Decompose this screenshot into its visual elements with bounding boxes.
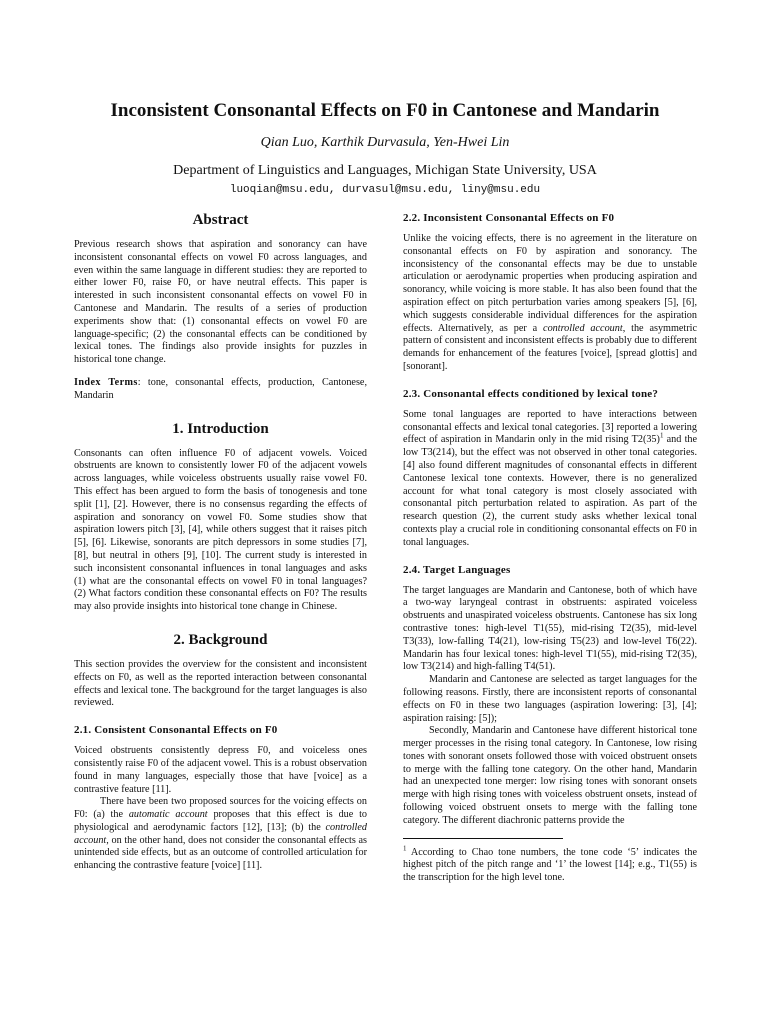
index-terms-list: : tone, consonantal effects, production, Cantonese, Mandarin bbox=[74, 376, 367, 401]
footnote-rule bbox=[403, 838, 563, 839]
author-list: Qian Luo, Karthik Durvasula, Yen-Hwei Lin bbox=[260, 135, 510, 150]
introduction-text: Consonants can often influence F0 of adjacent vowels. Voiced obstruents are known to consistently lower F0 of the adjacent vowels across languages, while voiceless obstruents usually raise vowel F0. This effect has been argued to form the basis of tonogenesis and tone split [1], [2]. However, there is no consensus regarding the effects of aspiration and sonorancy on vowel F0. Some studies show that aspiration lowers pitch [3], [4], while others suggest that it raises pitch [5], [6]. Likewise, sonorants are pitch depressors in some studies [7], [8], but neutral in others [9], [10]. The current study is interested in such inconsistent consonantal influences in tonal languages and asks (1) what are the consonantal effects on vowel F0 in tonal languages? (2) What factors condition these consonantal effects on F0? The results may also provide insights into historical tone change in Chinese. bbox=[74, 447, 367, 613]
author-emails: luoqian@msu.edu, durvasul@msu.edu, liny@msu.edu bbox=[229, 184, 541, 196]
section-2-1-heading: 2.1. Consistent Consonantal Effects on F0 bbox=[74, 724, 278, 737]
section-2-4-heading: 2.4. Target Languages bbox=[403, 563, 511, 576]
section-2-3-paragraph: Some tonal languages are reported to have interactions between consonantal effects and lexical tonal categories. [3] reported a lowering effect of aspiration in Mandarin only in the mid rising $T2(35)^1$ and the low T3(214), but the effect was not observed in other tonal categories. [4] also found different magnitudes of consonantal effects in different Cantonese lexical tone contexts. However, there is no generalized account for what tonal category is most closely associated with consonantal pitch perturbation related to aspiration. As part of the research question (2), the current study asks whether lexical tonal contexts play a crucial role in conditioning consonantal effects on F0 in tonal languages. bbox=[403, 408, 698, 548]
section-2-4-paragraph-2: Mandarin and Cantonese are selected as target languages for the following reasons. Firstly, there are inconsistent reports of consonantal effects on F0 in these two languages (aspiration lowering: [3], [4]; aspiration raising: [5]); bbox=[403, 674, 697, 724]
section-2-2-heading: 2.2. Inconsistent Consonantal Effects on F0 bbox=[403, 212, 615, 224]
controlled-account-term: controlled account bbox=[543, 322, 623, 334]
footnote-text: $^1$ According to Chao tone numbers, the tone code ‘5’ indicates the highest pitch of the pitch range and ‘1’ the lowest [14]; e.g., T1(55) is the transcription for the high level tone. bbox=[403, 844, 697, 884]
left-column bbox=[74, 212, 367, 873]
section-2-4-paragraph-1: The target languages are Mandarin and Cantonese, both of which have a two-way laryngeal contrast in obstruents: aspirated voiceless obstruents and unaspirated voiceless obstruents. Cantonese has six long contrastive tones: high-level T1(55), mid-rising T2(35), mid-level T3(33), low-falling T4(21), low-rising T5(23) and low-level T6(22). Mandarin has four lexical tones: high-level T1(55), mid-rising T2(35), low T3(214) and high-falling T4(51). bbox=[403, 584, 697, 673]
background-text: This section provides the overview for the consistent and inconsistent effects on F0, as well as the reported interaction between consonantal effects and lexical tone. The background for the target languages is also reviewed. bbox=[74, 658, 367, 709]
controlled-account-term: controlled account bbox=[74, 821, 367, 846]
section-2-4-paragraph-3: Secondly, Mandarin and Cantonese have different historical tone merger processes in the rising tonal category. In Cantonese, low rising tones with sonorant onsets followed those with voiced obstruent onsets to merge with the falling tone category. On the other hand, Mandarin had an unexpected tone merger: low rising tones with sonorant onsets merge with high rising tones with voiceless obstruent onsets, instead of following voiced obstruent onsets to merge with the falling tone category. The different diachronic patterns provide the bbox=[403, 725, 697, 826]
section-2-2-paragraph: Unlike the voicing effects, there is no agreement in the literature on consonantal effects on F0 by aspiration and sonorancy. The inconsistency of the consonantal effects may be due to unstable articulation or aerodynamic properties when producing aspiration and sonorancy, while voicing is more stable. It has also been found that the aspiration effect on pitch perturbation varies among speakers [5], [6], which suggests considerable individual differences for the aspiration effects. Alternatively, as per a controlled account, the asymmetric pattern of consistent and inconsistent effects is probably due to different demands for enhancement of the features [voice], [spread glottis] and [sonorant]. bbox=[403, 233, 697, 372]
section-2-3-heading: 2.3. Consonantal effects conditioned by lexical tone? bbox=[403, 387, 659, 400]
index-terms bbox=[74, 377, 367, 403]
footnote bbox=[403, 844, 697, 885]
abstract-heading: Abstract bbox=[192, 212, 249, 228]
affiliation: Department of Linguistics and Languages, Michigan State University, USA bbox=[173, 163, 597, 178]
automatic-account-term: automatic account bbox=[128, 809, 208, 821]
footnote-ref: 1 bbox=[659, 431, 664, 440]
index-terms-label: Index Terms bbox=[74, 376, 138, 388]
footnote-marker: 1 bbox=[403, 844, 407, 853]
introduction-heading: 1. Introduction bbox=[172, 420, 269, 437]
background-heading: 2. Background bbox=[173, 631, 268, 648]
abstract-text: Previous research shows that aspiration and sonorancy can have inconsistent consonantal effects on vowel F0 across languages, and even within the same language in different studies: they are reported to either lower F0, raise F0, or have neutral effects. This paper is interested in such inconsistent consonantal effects on vowel F0 in Cantonese and Mandarin. The results of a series of production experiments show that: (1) consonantal effects on vowel F0 are language-specific; (2) the consonantal effects can be conditioned by lexical tones. The findings also provide insights for puzzles in historical tone change. bbox=[74, 239, 367, 366]
right-column bbox=[403, 212, 697, 885]
section-2-1-paragraph-1: Voiced obstruents consistently depress F0, and voiceless ones consistently raise F0 of the adjacent vowel. This is a robust observation found in many languages, especially those that have [voice] as a contrastive feature [11]. bbox=[74, 745, 367, 795]
paper-title: Inconsistent Consonantal Effects on F0 in Cantonese and Mandarin bbox=[110, 100, 660, 121]
section-2-1-paragraph-2: There have been two proposed sources for the voicing effects on F0: (a) the automatic account proposes that this effect is due to physiological and aerodynamic factors [12], [13]; (b) the controlled account, on the other hand, does not consider the consonantal effects as unintended side effects, but as an outcome of controlled articulation for enhancing the contrastive feature [voice] [11]. bbox=[74, 796, 368, 872]
